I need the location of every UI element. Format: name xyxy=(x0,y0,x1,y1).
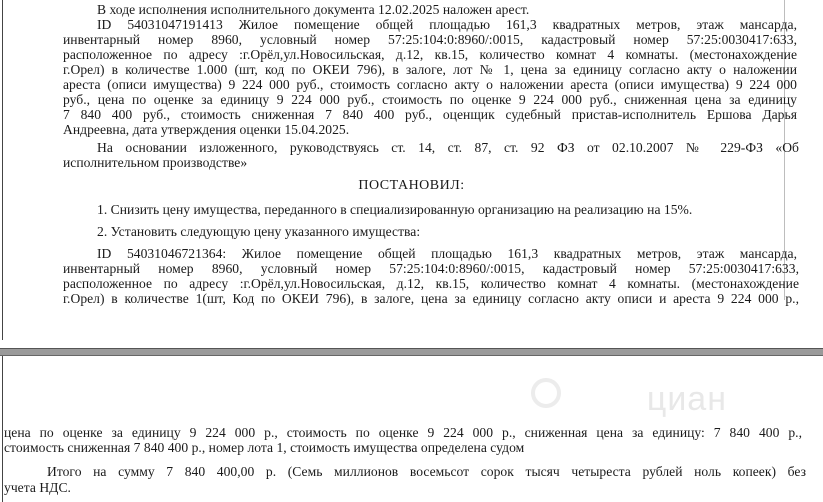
cian-logo-icon xyxy=(531,378,561,408)
paragraph-arrest-line: В ходе исполнения исполнительного документа 12.02.2025 наложен арест. xyxy=(97,2,530,17)
paragraph-basis-line: На основании изложенного, руководствуясь ст. 14, ст. 87, ст. 92 ФЗ от 02.10.2007 № 229-ФЗ «Об xyxy=(97,140,799,155)
paragraph-line: руб., цена по оценке за единицу 9 224 000 руб., стоимость по оценке 9 224 000 руб., сниженная цена за единицу xyxy=(63,92,797,107)
document-page-bottom xyxy=(0,356,823,502)
page-edge-left xyxy=(2,0,3,340)
paragraph-line: Андреевна, дата утверждения оценки 15.04.2025. xyxy=(63,122,350,137)
paragraph-line: г.Орел) в количестве 1.000 (шт, код по ОКЕИ 796), в залоге, лот № 1, цена за единицу согласно акту о наложении xyxy=(63,62,797,77)
property-description-line: инвентарный номер 8960, условный номер 57:25:104:0:8960/:0015, кадастровый номер 57:25:0030417:633, xyxy=(63,261,799,276)
price-line: цена по оценке за единицу 9 224 000 р., стоимость по оценке 9 224 000 р., сниженная цена за единицу: 7 840 400 р., xyxy=(4,425,802,440)
decision-item-1: 1. Снизить цену имущества, переданного в специализированную организацию на реализацию на 15%. xyxy=(97,202,693,217)
resolution-heading: ПОСТАНОВИЛ: xyxy=(358,178,465,193)
paragraph-line: ID 54031047191413 Жилое помещение общей площадью 161,3 квадратных метров, этаж мансарда, xyxy=(97,17,797,32)
decision-item-2: 2. Установить следующую цену указанного имущества: xyxy=(97,224,421,239)
price-line: стоимость сниженная 7 840 400 р., номер лота 1, стоимость имущества определена судом xyxy=(4,440,525,455)
property-description-line: расположенное по адресу :г.Орёл,ул.Новосильская, д.12, кв.15, количество комнат 4 комнаты. (местонахождение xyxy=(63,276,799,291)
paragraph-line: ареста (описи имущества) 9 224 000 руб., стоимость согласно акту о наложении ареста (описи имущества) 9 224 000 xyxy=(63,77,797,92)
property-description-line: г.Орел) в количестве 1(шт, Код по ОКЕИ 796), в залоге, цена за единицу согласно акту описи и ареста 9 224 000 р., xyxy=(63,291,799,306)
page-edge-left xyxy=(2,356,3,502)
total-sum-line: Итого на сумму 7 840 400,00 р. (Семь миллионов восемьсот сорок тысяч четыреста рублей ноль копеек) без xyxy=(47,464,806,479)
property-description-line: ID 54031046721364: Жилое помещение общей площадью 161,3 квадратных метров, этаж мансарда, xyxy=(97,246,797,261)
paragraph-line: инвентарный номер 8960, условный номер 57:25:104:0:8960/:0015, кадастровый номер 57:25:0030417:633, xyxy=(63,32,797,47)
total-sum-line: учета НДС. xyxy=(4,480,71,495)
paragraph-basis-line: исполнительном производстве» xyxy=(63,155,248,170)
watermark-text: циан xyxy=(646,380,727,418)
page-separator xyxy=(0,348,823,356)
paragraph-line: 7 840 400 руб., стоимость сниженная 7 840 400 руб., оценщик судебный пристав-исполнитель Ершова Дарья xyxy=(63,107,797,122)
paragraph-line: расположенное по адресу :г.Орёл,ул.Новосильская, д.12, кв.15, количество комнат 4 комнаты. (местонахождение xyxy=(63,47,797,62)
